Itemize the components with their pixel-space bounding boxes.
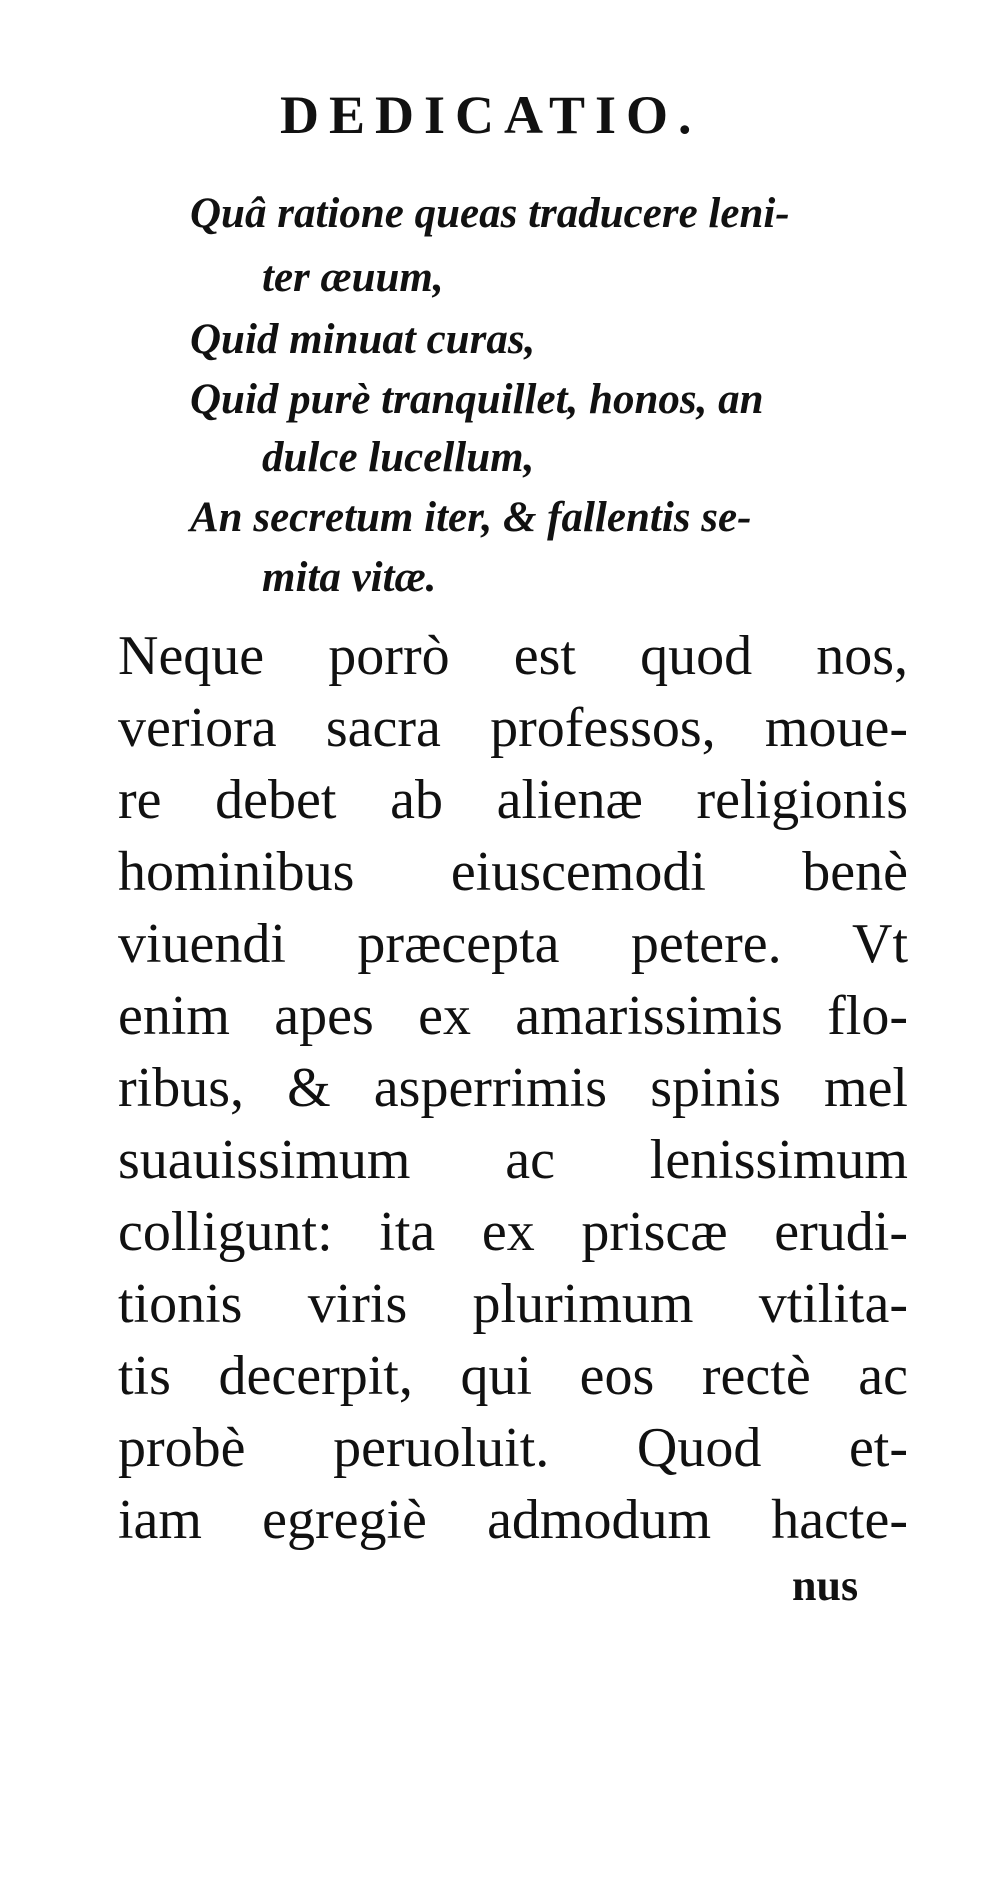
verse-block bbox=[0, 0, 1000, 600]
body-line: probè peruoluit. Quod et- bbox=[118, 1417, 908, 1479]
verse-line: Quid purè tranquillet, honos, an bbox=[190, 376, 764, 423]
body-line: hominibus eiuscemodi benè bbox=[118, 841, 908, 903]
verse-line: ter æuum, bbox=[262, 254, 444, 301]
body-line: tis decerpit, qui eos rectè ac bbox=[118, 1345, 908, 1407]
verse-line: mita vitæ. bbox=[262, 554, 437, 601]
body-line: colligunt: ita ex priscæ erudi- bbox=[118, 1201, 908, 1263]
body-line: veriora sacra professos, moue- bbox=[118, 697, 908, 759]
body-line: tionis viris plurimum vtilita- bbox=[118, 1273, 908, 1335]
verse-line: Quid minuat curas, bbox=[190, 316, 536, 363]
verse-line: dulce lucellum, bbox=[262, 434, 535, 481]
body-line: Neque porrò est quod nos, bbox=[118, 625, 908, 687]
verse-line: An secretum iter, & fallentis se- bbox=[190, 494, 752, 541]
body-line: enim apes ex amarissimis flo- bbox=[118, 985, 908, 1047]
body-line: re debet ab alienæ religionis bbox=[118, 769, 908, 831]
body-line: suauissimum ac lenissimum bbox=[118, 1129, 908, 1191]
verse-line: Quâ ratione queas traducere leni- bbox=[190, 190, 790, 237]
body-line: iam egregiè admodum hacte- bbox=[118, 1489, 908, 1551]
body-line: ribus, & asperrimis spinis mel bbox=[118, 1057, 908, 1119]
body-line: viuendi præcepta petere. Vt bbox=[118, 913, 908, 975]
running-title: DEDICATIO. bbox=[280, 85, 702, 145]
catchword: nus bbox=[792, 1561, 859, 1610]
